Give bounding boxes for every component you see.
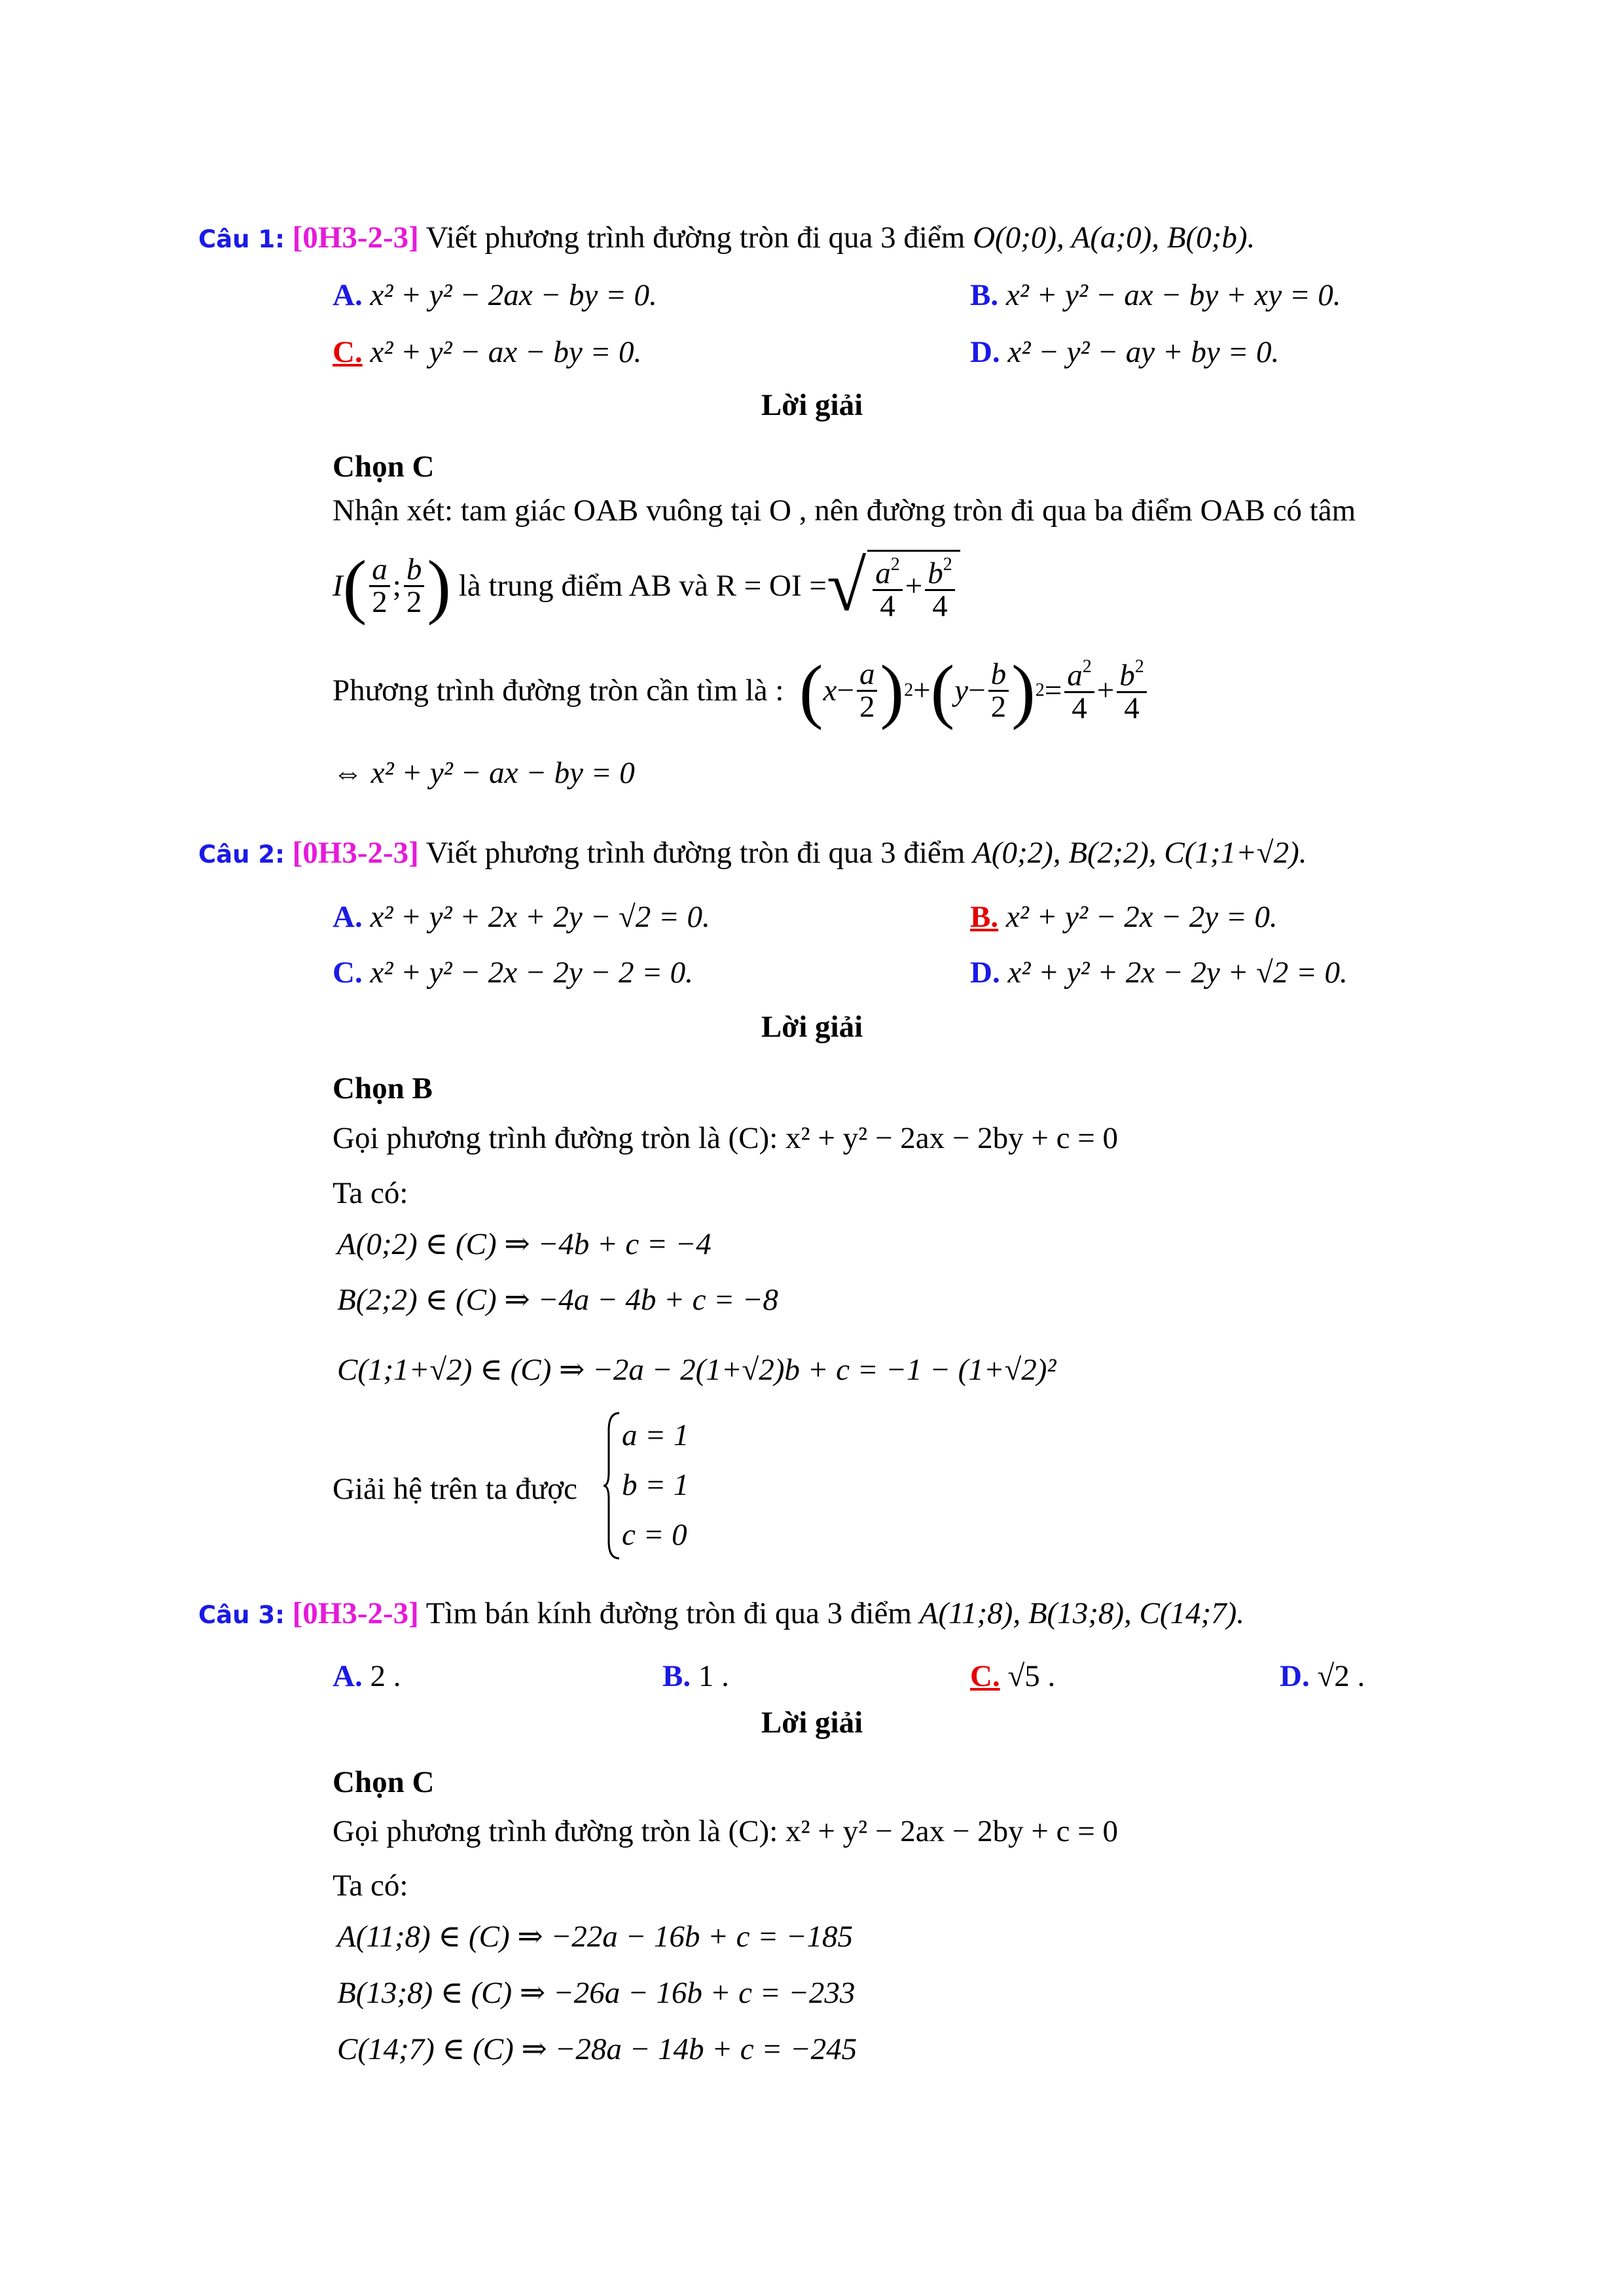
q3-header [198,1598,1244,1629]
q1-text: Viết phương trình đường tròn đi qua 3 điểm [425,221,965,255]
q2-option-c-letter: C. [333,956,363,990]
q2-cond-3: C(1;1+√2) ∈ (C) ⇒ −2a − 2(1+√2)b + c = −1 − (1+√2)² [337,1353,1056,1387]
q3-code: [0H3-2-3] [292,1596,419,1630]
q1-option-b-letter: B. [970,278,999,312]
q3-option-c[interactable] [970,1661,1055,1692]
q3-text: Tìm bán kính đường tròn đi qua 3 điểm [425,1596,912,1630]
q2-option-b[interactable] [970,902,1278,933]
q1-center-line: I ( $\frac{a}{2}$ ; $\frac{b}{2}$ ) là trung điểm AB và R = OI = √ $\frac{a^2}{4}$ + $\frac{b^2}{4}$ [333,537,960,635]
q2-option-a-text: x² + y² + 2x + 2y − √2 = 0. [370,900,710,934]
q1-equation-line: Phương trình đường tròn cần tìm là : ( x − $\frac{a}{2}$ ) 2 + ( y − $\frac{b}{2}$ ) 2 = $\frac{a^2}{4}$ + $\frac{b^2}{4}$ [333,648,1149,733]
q2-general-eq: Gọi phương trình đường tròn là (C): x² + y² − 2ax − 2by + c = 0 [333,1121,1118,1155]
q3-option-b[interactable] [662,1661,729,1692]
q3-option-c-letter: C. [970,1659,1000,1693]
q3-option-a-letter: A. [333,1659,363,1693]
q3-option-d[interactable] [1280,1661,1365,1692]
q2-option-d-text: x² + y² + 2x − 2y + √2 = 0. [1007,956,1348,990]
q3-cond-3: C(14;7) ∈ (C) ⇒ −28a − 14b + c = −245 [337,2032,857,2066]
q2-code: [0H3-2-3] [292,836,419,870]
q1-option-d-letter: D. [970,335,1000,369]
q3-solution-title: Lời giải [761,1706,863,1740]
q2-solution-title: Lời giải [761,1010,863,1044]
q3-cond-2: B(13;8) ∈ (C) ⇒ −26a − 16b + c = −233 [337,1976,856,2010]
q1-solution-title: Lời giải [761,388,863,422]
q2-option-c-text: x² + y² − 2x − 2y − 2 = 0. [370,956,693,990]
q3-option-a[interactable] [333,1661,401,1692]
q1-eq-prefix: Phương trình đường tròn cần tìm là : [333,673,784,708]
q3-option-d-letter: D. [1280,1659,1310,1693]
q3-choice: Chọn C [333,1765,435,1799]
q3-option-c-text: √5 . [1007,1659,1056,1693]
q1-option-d[interactable] [970,337,1279,368]
q1-choice: Chọn C [333,450,435,484]
q1-option-d-text: x² − y² − ay + by = 0. [1007,335,1280,369]
q2-option-d[interactable] [970,958,1348,988]
q2-label: Câu 2: [198,840,285,869]
q3-label: Câu 3: [198,1601,285,1629]
q2-cond-1: A(0;2) ∈ (C) ⇒ −4b + c = −4 [337,1227,712,1261]
q2-choice: Chọn B [333,1071,433,1105]
q2-system-brace [602,1410,622,1561]
q2-solve-prefix: Giải hệ trên ta được [333,1472,577,1506]
q1-center-line-mid: là trung điểm AB và R = OI = [458,568,827,603]
q1-header [198,223,1255,253]
q1-option-a[interactable] [333,280,657,311]
q2-text: Viết phương trình đường tròn đi qua 3 điểm [425,836,965,870]
q2-option-b-text: x² + y² − 2x − 2y = 0. [1005,900,1278,934]
q1-remark: Nhận xét: tam giác OAB vuông tại O , nên đường tròn đi qua ba điểm OAB có tâm [333,493,1356,528]
q2-header [198,838,1307,869]
q2-option-d-letter: D. [970,956,1000,990]
q1-option-c-text: x² + y² − ax − by = 0. [370,335,642,369]
q2-system-b: b = 1 [622,1468,689,1502]
q3-general-eq: Gọi phương trình đường tròn là (C): x² + y² − 2ax − 2by + c = 0 [333,1814,1118,1848]
q1-code: [0H3-2-3] [292,221,419,255]
q3-option-b-text: 1 . [698,1659,729,1693]
q1-points: O(0;0), A(a;0), B(0;b). [973,221,1255,255]
q2-option-b-letter: B. [970,900,999,934]
q2-system-c: c = 0 [622,1518,687,1552]
q3-option-b-letter: B. [662,1659,691,1693]
q1-option-c[interactable] [333,337,641,368]
q2-system-a: a = 1 [622,1418,689,1452]
q2-ta-co: Ta có: [333,1176,408,1210]
q1-option-b-text: x² + y² − ax − by + xy = 0. [1005,278,1341,312]
q1-option-a-letter: A. [333,278,363,312]
q1-option-a-text: x² + y² − 2ax − by = 0. [370,278,657,312]
q1-option-c-letter: C. [333,335,363,369]
q1-option-b[interactable] [970,280,1341,311]
q2-option-a-letter: A. [333,900,363,934]
q3-option-d-text: √2 . [1317,1659,1365,1693]
q2-cond-2: B(2;2) ∈ (C) ⇒ −4a − 4b + c = −8 [337,1283,778,1317]
q3-cond-1: A(11;8) ∈ (C) ⇒ −22a − 16b + c = −185 [337,1920,853,1954]
q3-points: A(11;8), B(13;8), C(14;7). [919,1596,1245,1630]
q2-option-a[interactable] [333,902,710,933]
q2-option-c[interactable] [333,958,693,988]
q1-label: Câu 1: [198,225,285,253]
q1-result: ⇔ x² + y² − ax − by = 0 [333,756,635,790]
q2-points: A(0;2), B(2;2), C(1;1+√2). [973,836,1307,870]
q3-ta-co: Ta có: [333,1869,408,1903]
q3-option-a-text: 2 . [370,1659,401,1693]
